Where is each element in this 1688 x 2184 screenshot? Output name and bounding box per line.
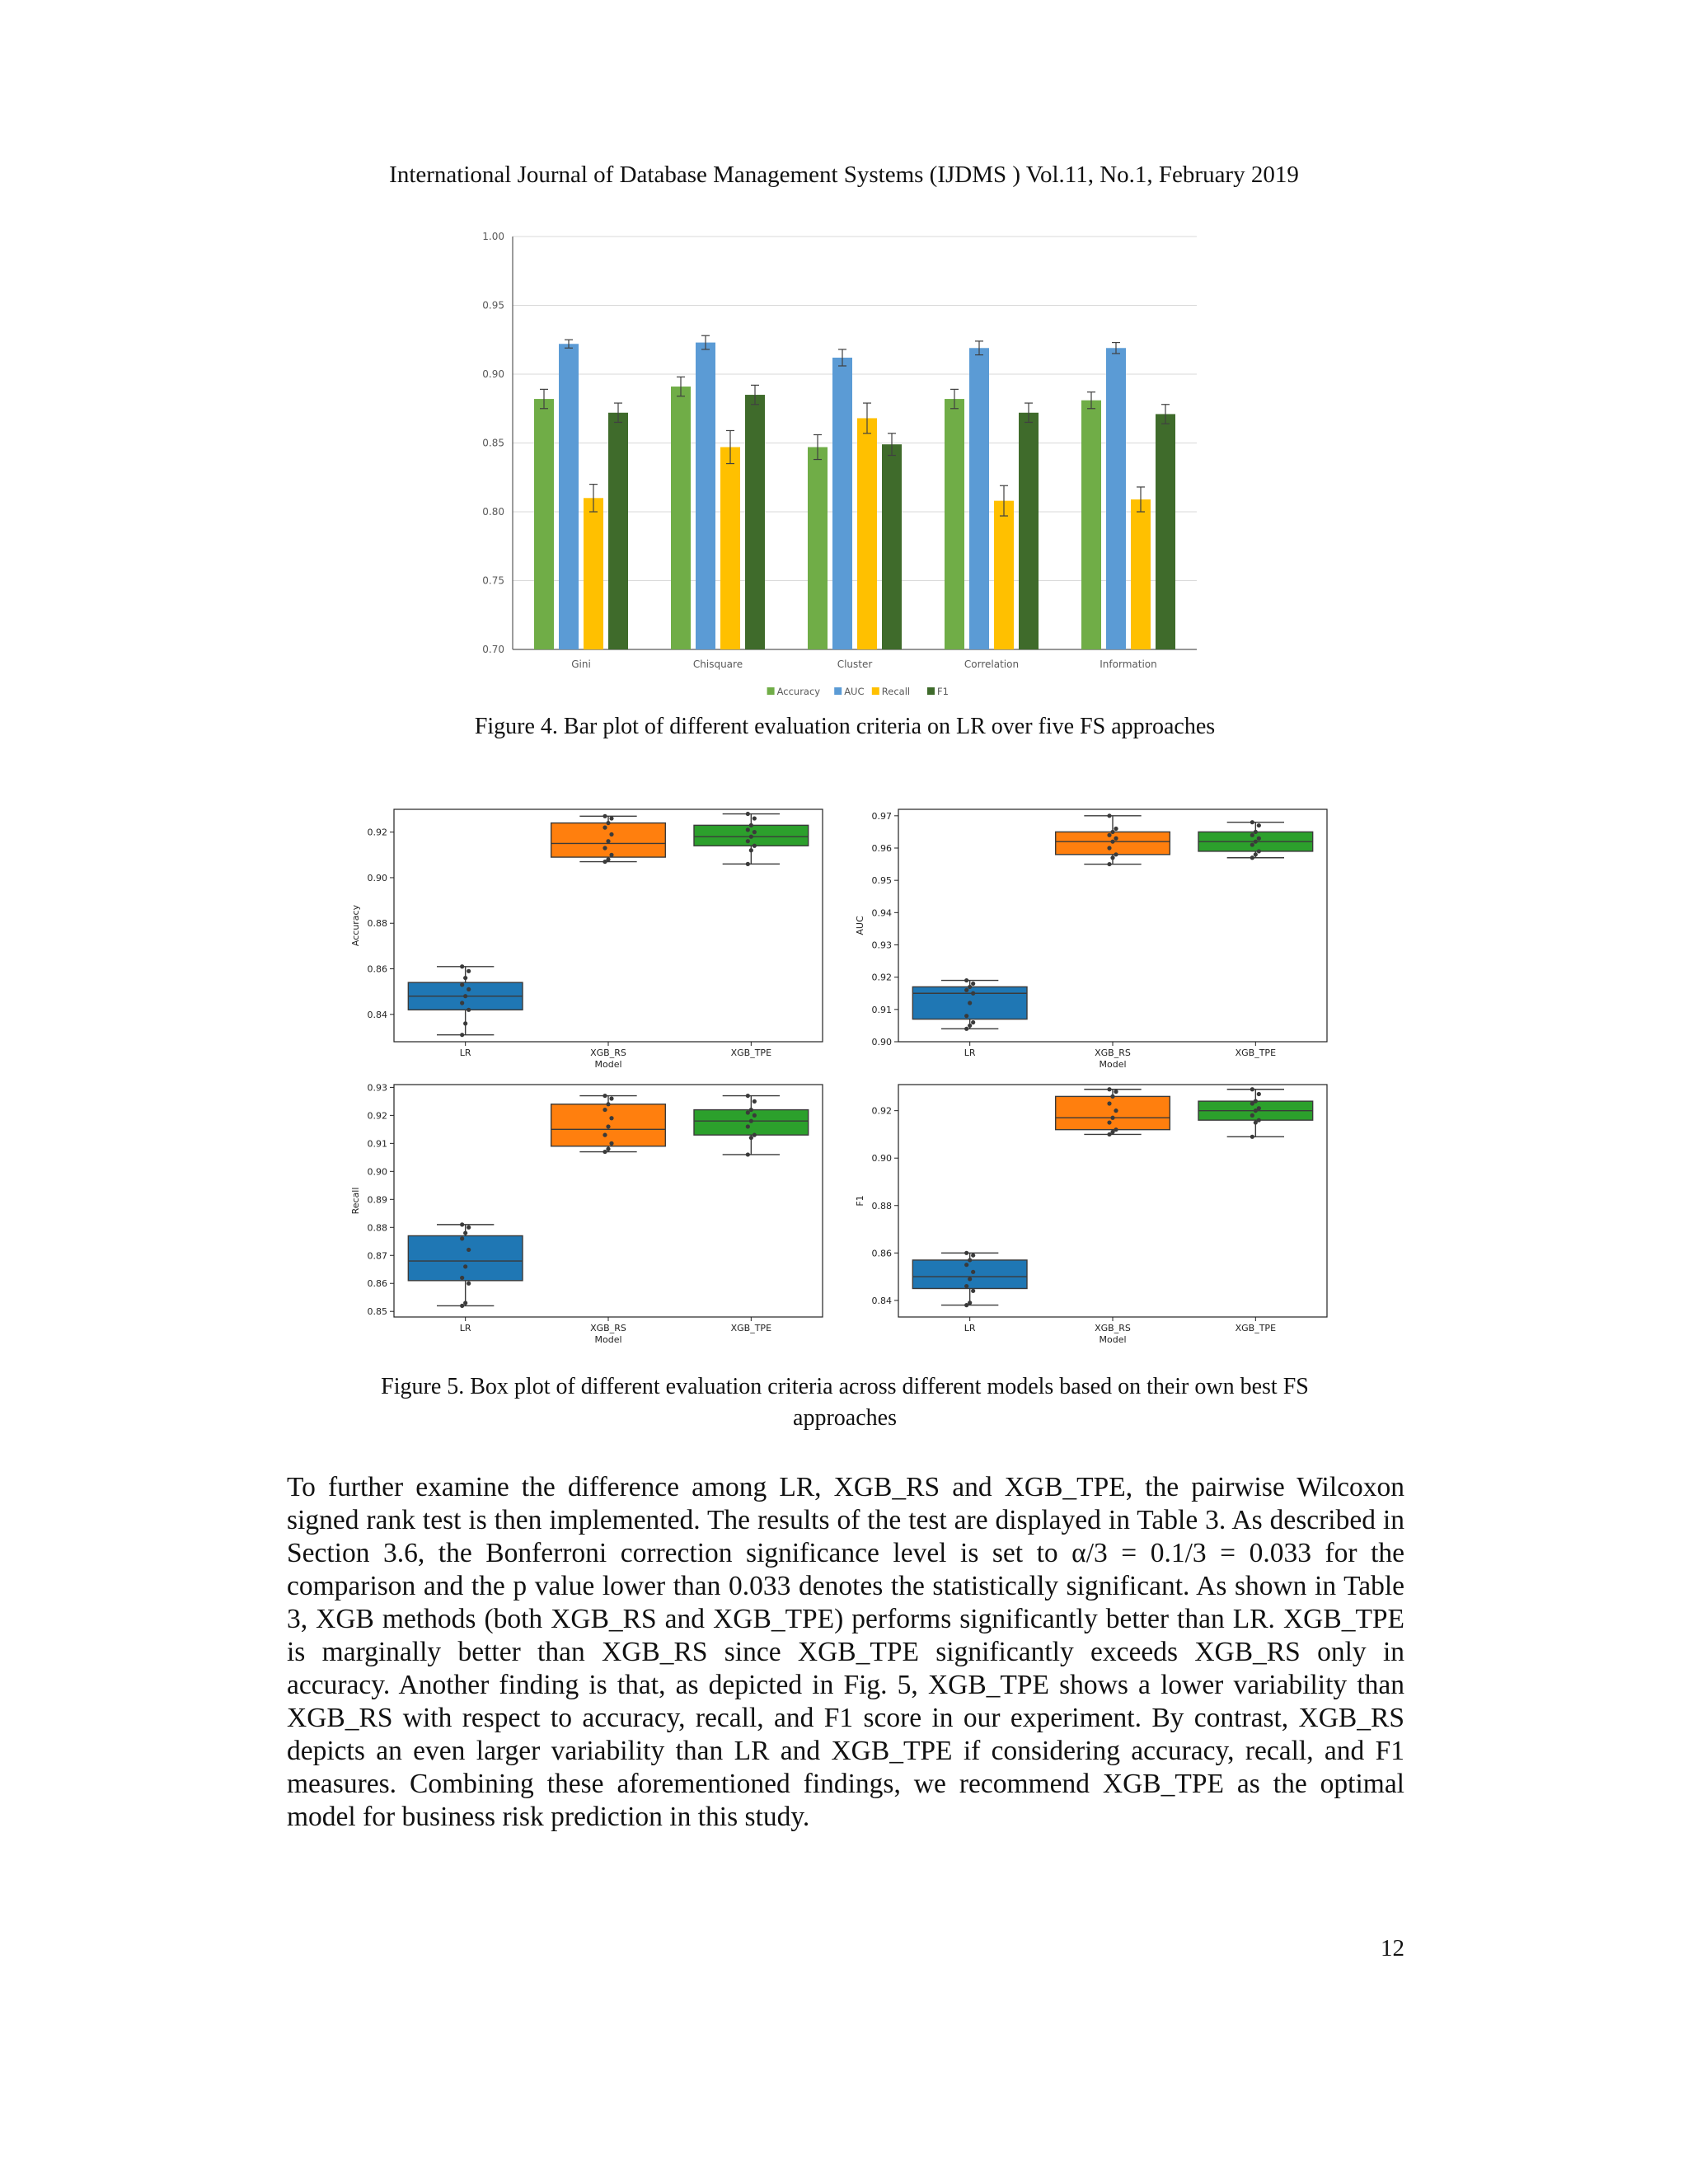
x-axis-label: Model xyxy=(1099,1334,1127,1345)
data-point xyxy=(609,1116,613,1120)
data-point xyxy=(1107,1120,1111,1124)
y-tick-label: 0.85 xyxy=(482,437,504,449)
figure5-auc-boxplot xyxy=(851,806,1337,1071)
y-tick-label: 0.75 xyxy=(482,574,504,587)
y-tick-label: 0.88 xyxy=(367,1222,387,1234)
page-number: 12 xyxy=(1381,1935,1404,1961)
y-tick-label: 0.84 xyxy=(367,1009,387,1020)
figure5-recall-boxplot xyxy=(346,1081,832,1347)
data-point xyxy=(1257,1106,1261,1110)
box-lr xyxy=(408,1235,523,1280)
data-point xyxy=(1254,830,1258,834)
data-point xyxy=(1257,837,1261,841)
data-point xyxy=(1107,813,1111,818)
data-point xyxy=(460,964,464,968)
x-tick-label: XGB_TPE xyxy=(1235,1323,1277,1333)
bar-recall-chisquare xyxy=(720,448,740,649)
figure5-f1-boxplot xyxy=(851,1081,1337,1347)
data-point xyxy=(1114,837,1118,841)
data-point xyxy=(964,1027,968,1031)
data-point xyxy=(1114,1127,1118,1132)
bar-f1-information xyxy=(1156,414,1175,649)
data-point xyxy=(971,1020,975,1024)
data-point xyxy=(1110,840,1114,844)
figure4-bar-chart xyxy=(462,223,1236,717)
data-point xyxy=(603,1133,607,1137)
data-point xyxy=(749,1119,753,1123)
y-tick-label: 0.93 xyxy=(871,940,892,951)
y-tick-label: 0.90 xyxy=(871,1037,892,1047)
data-point xyxy=(971,1254,975,1258)
legend-label-recall: Recall xyxy=(881,686,911,697)
y-tick-label: 0.92 xyxy=(871,972,892,983)
y-tick-label: 0.70 xyxy=(482,644,504,655)
x-tick-label: XGB_RS xyxy=(1095,1323,1131,1333)
bar-accuracy-information xyxy=(1081,401,1101,649)
data-point xyxy=(606,839,610,843)
data-point xyxy=(753,1113,757,1118)
y-tick-label: 0.93 xyxy=(367,1082,387,1094)
data-point xyxy=(603,1094,607,1098)
data-point xyxy=(968,1277,972,1281)
data-point xyxy=(964,1284,968,1288)
data-point xyxy=(606,821,610,825)
bar-auc-cluster xyxy=(832,358,852,649)
x-tick-label: Information xyxy=(1100,658,1157,670)
data-point xyxy=(968,985,972,989)
y-tick-label: 0.95 xyxy=(871,875,892,887)
data-point xyxy=(1250,1087,1254,1091)
data-point xyxy=(1254,1099,1258,1104)
data-point xyxy=(609,816,613,820)
data-point xyxy=(1107,1087,1111,1091)
bar-f1-chisquare xyxy=(745,395,765,649)
data-point xyxy=(746,839,750,843)
data-point xyxy=(1114,1090,1118,1094)
data-point xyxy=(1250,842,1254,846)
bar-recall-gini xyxy=(584,498,603,649)
bar-recall-information xyxy=(1131,499,1151,649)
x-tick-label: XGB_TPE xyxy=(730,1323,772,1333)
data-point xyxy=(968,1001,972,1005)
data-point xyxy=(467,1226,471,1230)
data-point xyxy=(603,826,607,830)
y-tick-label: 0.86 xyxy=(871,1248,892,1259)
data-point xyxy=(606,1147,610,1151)
data-point xyxy=(964,1251,968,1255)
data-point xyxy=(467,969,471,973)
data-point xyxy=(1110,1116,1114,1120)
data-point xyxy=(460,1222,464,1226)
y-tick-label: 0.91 xyxy=(367,1138,387,1150)
data-point xyxy=(460,1236,464,1240)
y-tick-label: 0.92 xyxy=(367,1110,387,1122)
data-point xyxy=(467,1248,471,1252)
legend-swatch-auc xyxy=(834,687,842,695)
data-point xyxy=(746,1110,750,1114)
x-tick-label: Cluster xyxy=(837,658,873,670)
bar-accuracy-gini xyxy=(534,399,554,649)
y-tick-label: 0.91 xyxy=(871,1004,892,1015)
data-point xyxy=(746,827,750,832)
bar-f1-gini xyxy=(608,413,628,649)
data-point xyxy=(749,1108,753,1112)
data-point xyxy=(964,1263,968,1267)
data-point xyxy=(1250,833,1254,837)
bar-auc-chisquare xyxy=(696,343,715,649)
y-tick-label: 0.90 xyxy=(367,1166,387,1178)
data-point xyxy=(753,844,757,848)
y-axis-label: F1 xyxy=(855,1195,865,1207)
data-point xyxy=(460,1033,464,1037)
x-tick-label: Correlation xyxy=(964,658,1020,670)
data-point xyxy=(1257,823,1261,827)
y-tick-label: 0.86 xyxy=(367,1278,387,1290)
x-tick-label: XGB_TPE xyxy=(730,1047,772,1058)
data-point xyxy=(463,1021,467,1025)
data-point xyxy=(609,1096,613,1100)
x-tick-label: XGB_RS xyxy=(590,1047,626,1058)
data-point xyxy=(467,987,471,991)
y-tick-label: 0.80 xyxy=(482,506,504,518)
y-tick-label: 0.87 xyxy=(367,1250,387,1262)
data-point xyxy=(603,1108,607,1112)
data-point xyxy=(1110,830,1114,834)
body-paragraph: To further examine the difference among LR, XGB_RS and XGB_TPE, the pairwise Wilcoxon signed rank test is then implemented. The results of the test are displayed in Table 3. As described in Section 3.6, the Bonferroni correction significance level is set to α/3 = 0.1/3 = 0.033 for the comparison and the p value lower than 0.033 denotes the statistically significant. As shown in Table 3, XGB methods (both XGB_RS and XGB_TPE) performs significantly better than LR. XGB_TPE is marginally better than XGB_RS since XGB_TPE significantly exceeds XGB_RS only in accuracy. Another finding is that, as depicted in Fig. 5, XGB_TPE shows a lower variability than XGB_RS with respect to accuracy, recall, and F1 score in our experiment. By contrast, XGB_RS depicts an even larger variability than LR and XGB_TPE if considering accuracy, recall, and F1 measures. Combining these aforementioned findings, we recommend XGB_TPE as the optimal model for business risk prediction in this study. xyxy=(287,1472,1404,1832)
data-point xyxy=(753,816,757,820)
bar-f1-cluster xyxy=(882,444,902,649)
data-point xyxy=(463,994,467,998)
data-point xyxy=(964,1014,968,1018)
data-point xyxy=(964,978,968,982)
legend-swatch-accuracy xyxy=(767,687,775,695)
data-point xyxy=(1107,833,1111,837)
data-point xyxy=(968,1258,972,1262)
data-point xyxy=(1250,1135,1254,1139)
y-tick-label: 0.94 xyxy=(871,907,892,919)
y-tick-label: 0.96 xyxy=(871,843,892,854)
x-tick-label: LR xyxy=(459,1323,471,1333)
x-tick-label: Gini xyxy=(571,658,591,670)
data-point xyxy=(460,1276,464,1280)
data-point xyxy=(746,812,750,816)
figure4-caption: Figure 4. Bar plot of different evaluation criteria on LR over five FS approaches xyxy=(474,714,1216,739)
data-point xyxy=(1257,1092,1261,1096)
data-point xyxy=(971,1289,975,1293)
data-point xyxy=(1250,855,1254,860)
legend-swatch-f1 xyxy=(927,687,935,695)
x-axis-label: Model xyxy=(1099,1059,1127,1070)
data-point xyxy=(1107,846,1111,850)
legend-label-f1: F1 xyxy=(937,686,949,697)
bar-auc-information xyxy=(1106,348,1126,649)
figure5-caption-line2: approaches xyxy=(793,1405,897,1431)
bar-auc-correlation xyxy=(969,348,989,649)
figure5-caption xyxy=(272,1371,1418,1434)
data-point xyxy=(467,1282,471,1286)
box-xgb-rs xyxy=(1056,1096,1170,1129)
data-point xyxy=(1114,827,1118,831)
y-tick-label: 0.90 xyxy=(367,872,387,883)
y-tick-label: 0.88 xyxy=(871,1200,892,1212)
data-point xyxy=(609,832,613,837)
data-point xyxy=(753,830,757,834)
y-tick-label: 0.84 xyxy=(871,1295,892,1306)
data-point xyxy=(746,1152,750,1156)
x-axis-label: Model xyxy=(594,1334,622,1345)
data-point xyxy=(603,846,607,850)
y-tick-label: 1.00 xyxy=(482,231,504,242)
y-axis-label: AUC xyxy=(855,916,865,935)
y-tick-label: 0.86 xyxy=(367,963,387,975)
data-point xyxy=(1254,852,1258,856)
data-point xyxy=(746,1094,750,1098)
data-point xyxy=(749,848,753,852)
y-axis-label: Recall xyxy=(350,1187,361,1215)
y-tick-label: 0.97 xyxy=(871,810,892,822)
x-tick-label: XGB_RS xyxy=(590,1323,626,1333)
data-point xyxy=(460,1304,464,1308)
data-point xyxy=(746,1124,750,1128)
bar-auc-gini xyxy=(559,344,579,649)
data-point xyxy=(971,1270,975,1274)
data-point xyxy=(964,988,968,992)
data-point xyxy=(460,982,464,987)
x-tick-label: LR xyxy=(964,1323,976,1333)
data-point xyxy=(749,1136,753,1140)
data-point xyxy=(1114,1108,1118,1113)
data-point xyxy=(609,1141,613,1146)
figure5-caption-line1: Figure 5. Box plot of different evaluation criteria across different models based on their own best FS xyxy=(381,1374,1309,1399)
data-point xyxy=(1110,1094,1114,1099)
data-point xyxy=(1250,1113,1254,1118)
data-point xyxy=(1107,862,1111,866)
y-tick-label: 0.88 xyxy=(367,918,387,930)
data-point xyxy=(1254,840,1258,844)
data-point xyxy=(749,823,753,827)
box-lr xyxy=(912,1260,1027,1289)
data-point xyxy=(606,857,610,861)
data-point xyxy=(1257,1118,1261,1122)
data-point xyxy=(753,1133,757,1137)
y-tick-label: 0.90 xyxy=(482,368,504,380)
data-point xyxy=(603,1150,607,1154)
y-tick-label: 0.92 xyxy=(871,1105,892,1117)
data-point xyxy=(463,1230,467,1235)
y-tick-label: 0.95 xyxy=(482,299,504,312)
data-point xyxy=(749,835,753,839)
x-axis-label: Model xyxy=(594,1059,622,1070)
journal-header: International Journal of Database Management Systems (IJDMS ) Vol.11, No.1, February 2019 xyxy=(389,162,1299,188)
data-point xyxy=(1257,849,1261,853)
x-tick-label: XGB_RS xyxy=(1095,1047,1131,1058)
data-point xyxy=(1114,852,1118,856)
data-point xyxy=(467,1008,471,1012)
data-point xyxy=(1107,1101,1111,1105)
x-tick-label: XGB_TPE xyxy=(1235,1047,1277,1058)
data-point xyxy=(463,1301,467,1305)
data-point xyxy=(606,1124,610,1128)
x-tick-label: LR xyxy=(964,1047,976,1058)
data-point xyxy=(463,976,467,980)
data-point xyxy=(609,853,613,857)
bar-accuracy-chisquare xyxy=(671,387,691,649)
bar-recall-correlation xyxy=(994,501,1014,649)
x-tick-label: Chisquare xyxy=(692,658,743,670)
y-tick-label: 0.90 xyxy=(871,1153,892,1165)
data-point xyxy=(753,1099,757,1104)
bar-f1-correlation xyxy=(1019,413,1039,649)
figure5-accuracy-boxplot xyxy=(346,806,832,1071)
y-tick-label: 0.85 xyxy=(367,1306,387,1318)
bar-accuracy-correlation xyxy=(945,399,964,649)
data-point xyxy=(971,982,975,986)
data-point xyxy=(1110,855,1114,860)
data-point xyxy=(971,991,975,996)
data-point xyxy=(463,1264,467,1268)
data-point xyxy=(968,1301,972,1305)
data-point xyxy=(968,1024,972,1028)
y-tick-label: 0.89 xyxy=(367,1194,387,1206)
y-axis-label: Accuracy xyxy=(350,904,361,947)
legend-swatch-recall xyxy=(872,687,879,695)
data-point xyxy=(603,814,607,818)
x-tick-label: LR xyxy=(459,1047,471,1058)
data-point xyxy=(460,1001,464,1005)
y-tick-label: 0.92 xyxy=(367,827,387,838)
legend-label-accuracy: Accuracy xyxy=(776,686,821,697)
data-point xyxy=(1250,820,1254,824)
bar-recall-cluster xyxy=(857,418,877,649)
data-point xyxy=(746,862,750,866)
bar-accuracy-cluster xyxy=(808,448,828,649)
data-point xyxy=(606,1102,610,1106)
legend-label-auc: AUC xyxy=(844,686,865,697)
